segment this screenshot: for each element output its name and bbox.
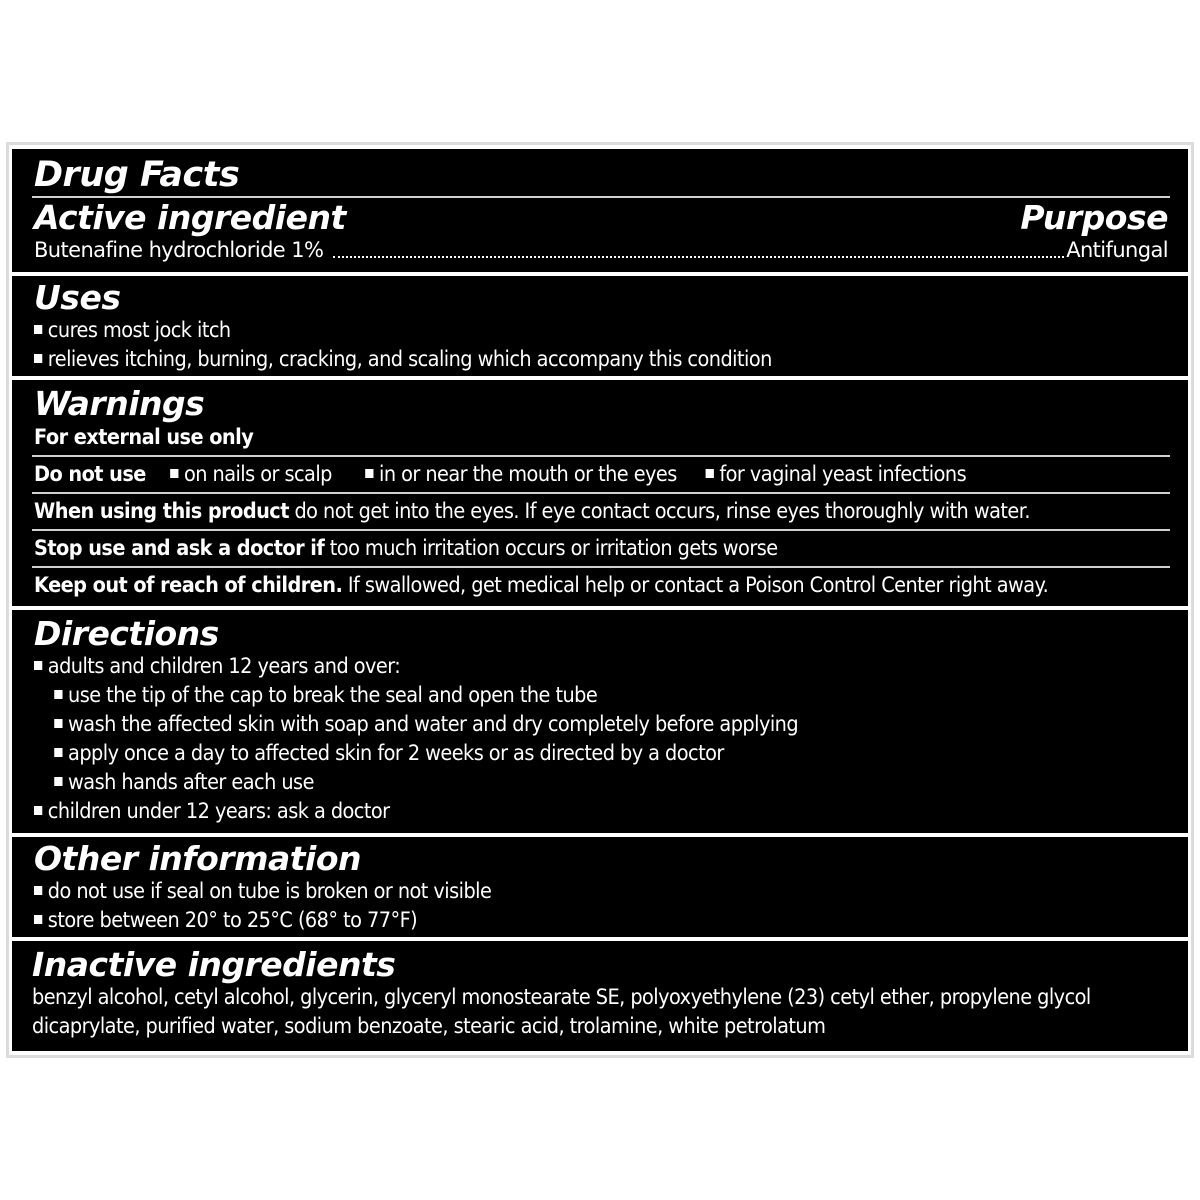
warnings-heading: Warnings <box>34 384 205 423</box>
drug-facts-title: Drug Facts <box>34 155 240 195</box>
uses-heading: Uses <box>34 278 121 317</box>
drug-facts-panel <box>9 145 1191 1055</box>
external-use-text: For external use only <box>34 425 254 449</box>
when-using-row <box>34 496 1077 527</box>
active-ingredient-purpose: Antifungal <box>1066 238 1168 262</box>
active-ingredient-name: Butenafine hydrochloride 1% <box>34 238 324 262</box>
do-not-use-label: Do not use <box>34 462 146 486</box>
keep-out-text: If swallowed, get medical help or contact a Poison Control Center right away. <box>342 573 1049 597</box>
when-using-label: When using this product <box>34 499 289 523</box>
when-using-text: do not get into the eyes. If eye contact occurs, rinse eyes thoroughly with water. <box>288 499 1030 523</box>
stop-use-row <box>34 533 1077 564</box>
active-ingredient-row <box>34 236 1168 264</box>
inactive-ingredients-section <box>12 941 1188 1051</box>
uses-item: cures most jock itch <box>34 316 1077 345</box>
do-not-use-item: in or near the mouth or the eyes <box>365 459 705 490</box>
other-information-item: do not use if seal on tube is broken or not visible <box>34 877 1077 906</box>
uses-item: relieves itching, burning, cracking, and scaling which accompany this condition <box>34 345 1077 374</box>
warnings-section <box>12 380 1188 606</box>
other-information-section <box>12 837 1188 937</box>
purpose-heading: Purpose <box>1020 198 1168 237</box>
active-ingredient-heading: Active ingredient <box>34 198 346 237</box>
directions-children: children under 12 years: ask a doctor <box>34 797 1077 826</box>
directions-section <box>12 610 1188 833</box>
directions-step: apply once a day to affected skin for 2 weeks or as directed by a doctor <box>34 739 1077 768</box>
inactive-ingredients-heading: Inactive ingredients <box>32 945 396 984</box>
directions-adults: adults and children 12 years and over: <box>34 652 1077 681</box>
other-information-item: store between 20° to 25°C (68° to 77°F) <box>34 906 1077 935</box>
dot-leader <box>333 256 1064 258</box>
directions-step: use the tip of the cap to break the seal and open the tube <box>34 681 1077 710</box>
stop-use-label: Stop use and ask a doctor if <box>34 536 325 560</box>
directions-heading: Directions <box>34 614 219 653</box>
keep-out-row <box>34 570 1077 601</box>
drug-facts-label <box>6 142 1194 1058</box>
active-ingredient-section <box>12 149 1188 272</box>
do-not-use-item: for vaginal yeast infections <box>706 459 966 490</box>
inactive-ingredients-line: dicaprylate, purified water, sodium benzoate, stearic acid, trolamine, white petrolatum <box>32 1014 826 1038</box>
other-information-heading: Other information <box>34 839 361 878</box>
active-heading-row <box>34 200 1168 236</box>
inactive-ingredients-line: benzyl alcohol, cetyl alcohol, glycerin, glyceryl monostearate SE, polyoxyethylene (23) cetyl ether, propylene glycol <box>32 985 1091 1009</box>
do-not-use-row <box>34 459 1077 490</box>
warnings-divider <box>32 455 1170 457</box>
directions-step: wash hands after each use <box>34 768 1077 797</box>
directions-step: wash the affected skin with soap and water and dry completely before applying <box>34 710 1077 739</box>
keep-out-label: Keep out of reach of children. <box>34 573 343 597</box>
warnings-divider <box>32 492 1170 494</box>
uses-section <box>12 276 1188 376</box>
warnings-divider <box>32 566 1170 568</box>
do-not-use-item: on nails or scalp <box>170 459 365 490</box>
stop-use-text: too much irritation occurs or irritation gets worse <box>324 536 778 560</box>
warnings-divider <box>32 529 1170 531</box>
